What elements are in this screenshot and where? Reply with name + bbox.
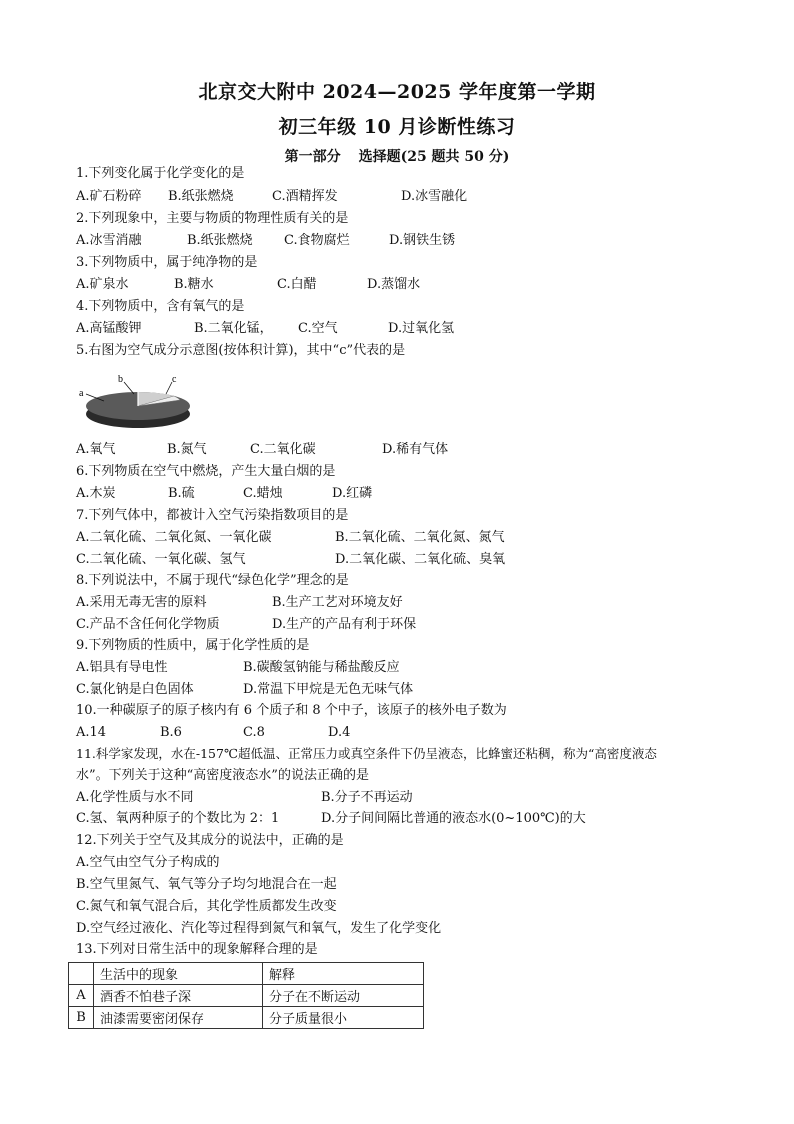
section-heading [0,146,794,166]
table-header-cell: 生活中的现象 [94,963,263,985]
question-option: D.空气经过液化、汽化等过程得到氮气和氧气，发生了化学变化 [76,921,442,936]
question-stem: 2.下列现象中，主要与物质的物理性质有关的是 [76,211,349,226]
question-option: A.空气由空气分子构成的 [76,855,220,870]
question-option: D.分子间间隔比普通的液态水(0~100℃)的大 [321,811,586,826]
question-stem: 1.下列变化属于化学变化的是 [76,166,245,181]
question-option: C.二氧化碳 [250,442,316,457]
question-stem: 8.下列说法中，不属于现代“绿色化学”理念的是 [76,573,349,588]
question-option: C.白醋 [277,277,317,292]
question-stem: 6.下列物质在空气中燃烧，产生大量白烟的是 [76,464,336,479]
table-header-cell [69,963,94,985]
table-header-cell: 解释 [263,963,424,985]
figure-label-b: b [118,374,123,385]
question-option: B.糖水 [174,277,214,292]
figure-label-c: c [172,374,177,385]
question-option: C.8 [243,725,265,740]
question-option: D.稀有气体 [382,442,449,457]
question-option: C.食物腐烂 [284,233,350,248]
question-option: A.14 [76,725,107,740]
question-option: C.氮气和氧气混合后，其化学性质都发生改变 [76,899,337,914]
question-option: A.氧气 [76,442,116,457]
table-cell: B [69,1007,94,1029]
question-option: A.二氧化硫、二氧化氮、一氧化碳 [76,530,272,545]
figure-label-a: a [79,388,84,399]
question-option: D.蒸馏水 [367,277,421,292]
question-option: C.酒精挥发 [272,189,338,204]
question-option: A.高锰酸钾 [76,321,142,336]
table-cell: 酒香不怕巷子深 [94,985,263,1007]
question-option: B.6 [160,725,182,740]
question-option: A.采用无毒无害的原料 [76,595,207,610]
question-option: D.二氧化碳、二氧化硫、臭氧 [335,552,506,567]
table-cell: 油漆需要密闭保存 [94,1007,263,1029]
section-description: 选择题(25 题共 50 分) [358,149,510,165]
question-option: C.氯化钠是白色固体 [76,682,194,697]
question-option: A.冰雪消融 [76,233,142,248]
question-stem: 9.下列物质的性质中，属于化学性质的是 [76,638,310,653]
question-option: C.二氧化硫、一氧化碳、氢气 [76,552,246,567]
table-header-row [69,963,424,985]
question-option: C.蜡烛 [243,486,283,501]
question-option: B.分子不再运动 [321,790,413,805]
question-option: B.氮气 [167,442,207,457]
question-option: D.常温下甲烷是无色无味气体 [243,682,414,697]
question-stem: 7.下列气体中，都被计入空气污染指数项目的是 [76,508,349,523]
question-option: D.过氧化氢 [388,321,455,336]
table-row [69,1007,424,1029]
question-option: B.二氧化锰， [194,321,273,336]
question-stem: 10.一种碳原子的原子核内有 6 个质子和 8 个中子，该原子的核外电子数为 [76,703,507,718]
table-cell: 分子在不断运动 [263,985,424,1007]
question-option: B.空气里氮气、氧气等分子均匀地混合在一起 [76,877,337,892]
question-option: A.矿石粉碎 [76,189,142,204]
table-cell: A [69,985,94,1007]
question-stem: 12.下列关于空气及其成分的说法中，正确的是 [76,833,344,848]
question-option: C.产品不含任何化学物质 [76,617,220,632]
question-option: D.生产的产品有利于环保 [272,617,417,632]
question-stem: 5.右图为空气成分示意图(按体积计算)，其中“c”代表的是 [76,343,406,358]
question-stem-continued: 水”。下列关于这种“高密度液态水”的说法正确的是 [76,768,369,783]
question-option: B.硫 [168,486,195,501]
exam-title: 北京交大附中 2024—2025 学年度第一学期 [198,81,596,103]
section-part: 第一部分 [284,149,341,165]
question-option: A.矿泉水 [76,277,129,292]
question-option: C.氢、氧两种原子的个数比为 2：1 [76,811,280,826]
question-option: D.冰雪融化 [401,189,468,204]
exam-subtitle: 初三年级 10 月诊断性练习 [278,116,516,138]
table-row [69,985,424,1007]
question-option: D.钢铁生锈 [389,233,456,248]
question-option: A.铝具有导电性 [76,660,168,675]
phenomena-table [68,962,424,1029]
question-option: B.纸张燃烧 [168,189,234,204]
question-option: B.生产工艺对环境友好 [272,595,403,610]
question-option: D.4 [328,725,351,740]
question-stem: 13.下列对日常生活中的现象解释合理的是 [76,942,318,957]
question-stem: 3.下列物质中，属于纯净物的是 [76,255,258,270]
question-stem: 11.科学家发现，水在-157℃超低温、正常压力或真空条件下仍呈液态，比蜂蜜还粘稠，称为“高密度液态 [76,746,657,761]
question-option: B.纸张燃烧 [187,233,253,248]
air-composition-pie-figure [76,370,196,430]
question-option: A.化学性质与水不同 [76,790,194,805]
question-option: D.红磷 [332,486,373,501]
question-option: A.木炭 [76,486,116,501]
question-stem: 4.下列物质中，含有氧气的是 [76,299,245,314]
table-cell: 分子质量很小 [263,1007,424,1029]
question-option: B.二氧化硫、二氧化氮、氮气 [335,530,505,545]
question-option: C.空气 [298,321,338,336]
question-option: B.碳酸氢钠能与稀盐酸反应 [243,660,400,675]
